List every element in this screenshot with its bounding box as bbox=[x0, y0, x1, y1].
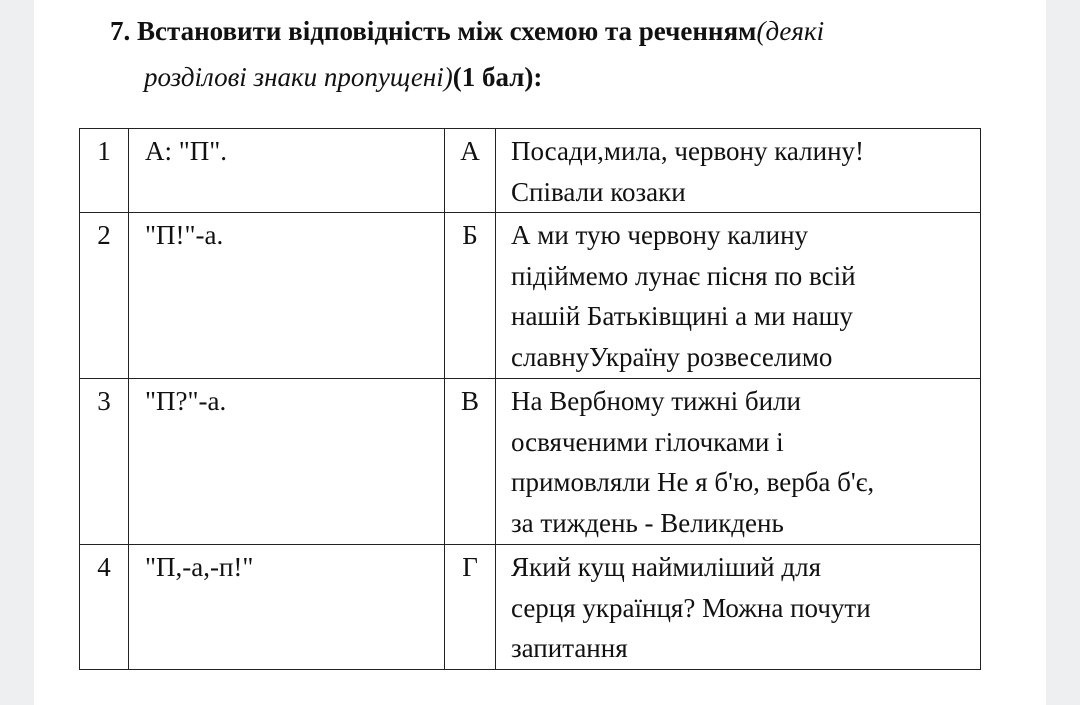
row-number: 2 bbox=[80, 213, 129, 379]
scheme-cell: "П,-а,-п!" bbox=[129, 545, 445, 670]
sentence-line: На Вербному тижні били bbox=[511, 386, 801, 416]
task-line-1 bbox=[110, 8, 970, 54]
sentence-line: А ми тую червону калину bbox=[511, 220, 809, 250]
sentence-line: підіймемо лунає пісня по всій bbox=[511, 260, 856, 291]
sentence-line: славнуУкраїну розвеселимо bbox=[511, 341, 833, 372]
sentence-cell bbox=[496, 213, 981, 379]
sentence-line: за тиждень - Великдень bbox=[511, 507, 784, 538]
option-letter: В bbox=[445, 379, 496, 545]
task-line-2 bbox=[110, 54, 970, 100]
option-letter: А bbox=[445, 129, 496, 213]
scheme-cell: "П?"-а. bbox=[129, 379, 445, 545]
sentence-line: серця українця? Можна почути bbox=[511, 592, 871, 623]
table-row bbox=[80, 545, 981, 670]
scheme-cell: А: "П". bbox=[129, 129, 445, 213]
sentence-line: нашій Батьківщині а ми нашу bbox=[511, 301, 853, 331]
task-note-start: (деякі bbox=[756, 16, 825, 46]
option-letter: Г bbox=[445, 545, 496, 670]
matching-table bbox=[79, 128, 981, 670]
task-note-end: розділові знаки пропущені) bbox=[144, 62, 453, 92]
sentence-line: Співали козаки bbox=[511, 176, 686, 207]
row-number: 3 bbox=[80, 379, 129, 545]
row-number: 1 bbox=[80, 129, 129, 213]
option-letter: Б bbox=[445, 213, 496, 379]
sentence-cell bbox=[496, 129, 981, 213]
sentence-line: Який кущ наймиліший для bbox=[511, 552, 822, 582]
sentence-cell bbox=[496, 545, 981, 670]
sentence-line: примовляли Не я б'ю, верба б'є, bbox=[511, 467, 875, 497]
table-row bbox=[80, 129, 981, 213]
task-title: 7. Встановити відповідність між схемою та реченням bbox=[110, 16, 757, 46]
sentence-line: освяченими гілочками і bbox=[511, 426, 784, 457]
table-row bbox=[80, 379, 981, 545]
sentence-cell bbox=[496, 379, 981, 545]
task-points: (1 бал): bbox=[452, 62, 543, 92]
row-number: 4 bbox=[80, 545, 129, 670]
task-heading bbox=[110, 8, 970, 100]
sentence-line: Посади,мила, червону калину! bbox=[511, 136, 865, 166]
scheme-cell: "П!"-а. bbox=[129, 213, 445, 379]
table-row bbox=[80, 213, 981, 379]
sentence-line: запитання bbox=[511, 633, 628, 663]
